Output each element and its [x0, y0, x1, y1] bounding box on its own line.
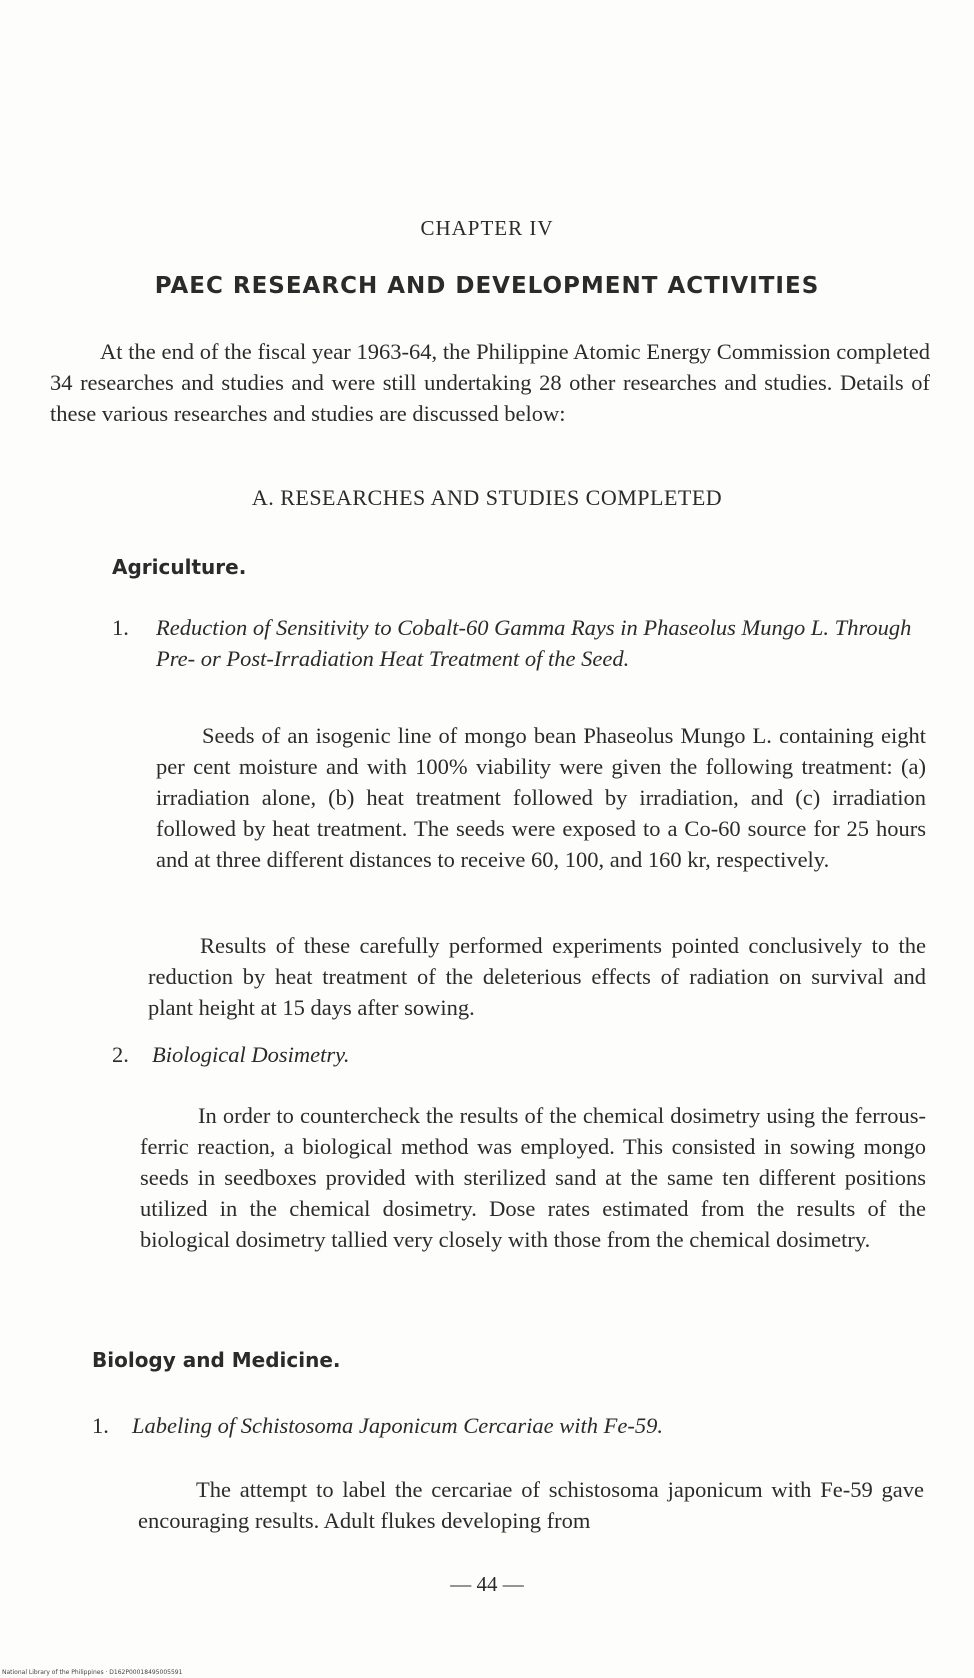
chapter-heading: CHAPTER IV — [420, 216, 554, 240]
agriculture-item-2-title — [112, 1039, 912, 1070]
agriculture-item-2-paragraph-1: In order to countercheck the results of the chemical dosimetry using the ferrous-ferric reaction, a biological method was employed. This consisted in sowing mongo seeds in seedboxes provided with sterilized sand at the same ten different positions utilized in the chemical dosimetry. Dose rates estimated from the results of the biological dosimetry tallied very closely with those from the chemical dosimetry. — [140, 1103, 926, 1252]
item-title-text: Labeling of Schistosoma Japonicum Cercariae with Fe-59. — [132, 1413, 663, 1438]
page-title: PAEC RESEARCH AND DEVELOPMENT ACTIVITIES — [154, 273, 820, 299]
agriculture-item-1-paragraph-2: Results of these carefully performed experiments pointed conclusively to the reduction by heat treatment of the deleterious effects of radiation on survival and plant height at 15 days after sowing. — [148, 933, 926, 1020]
category-heading-agriculture: Agriculture. — [112, 555, 247, 579]
page-number: — 44 — — [450, 1572, 524, 1596]
item-title-text: Biological Dosimetry. — [152, 1042, 350, 1067]
agriculture-item-1-paragraph-1: Seeds of an isogenic line of mongo bean Phaseolus Mungo L. containing eight per cent moisture and with 100% viability were given the following treatment: (a) irradiation alone, (b) heat treatment followed by irradiation, and (c) irradiation followed by heat treatment. The seeds were exposed to a Co-60 source for 25 hours and at three different distances to receive 60, 100, and 160 kr, respectively. — [156, 723, 926, 872]
item-number: 1. — [92, 1413, 109, 1438]
biology-item-1-title — [92, 1410, 912, 1441]
footer-archive-id: National Library of the Philippines · D162P00018495005591 — [2, 1669, 183, 1676]
item-title-text: Reduction of Sensitivity to Cobalt-60 Gamma Rays in Phaseolus Mungo L. Through Pre- or Post-Irradiation Heat Treatment of the Seed. — [156, 615, 912, 671]
section-heading-completed: A. RESEARCHES AND STUDIES COMPLETED — [251, 485, 723, 510]
biology-item-1-paragraph-1: The attempt to label the cercariae of schistosoma japonicum with Fe-59 gave encouraging results. Adult flukes developing from — [138, 1477, 924, 1533]
agriculture-item-1-title — [112, 612, 934, 674]
item-number: 1. — [112, 615, 129, 640]
category-heading-biology: Biology and Medicine. — [92, 1348, 341, 1372]
item-number: 2. — [112, 1042, 129, 1067]
intro-paragraph: At the end of the fiscal year 1963-64, the Philippine Atomic Energy Commission completed 34 researches and studies and were still undertaking 28 other researches and studies. Details of these various researches and studies are discussed below: — [50, 339, 930, 426]
